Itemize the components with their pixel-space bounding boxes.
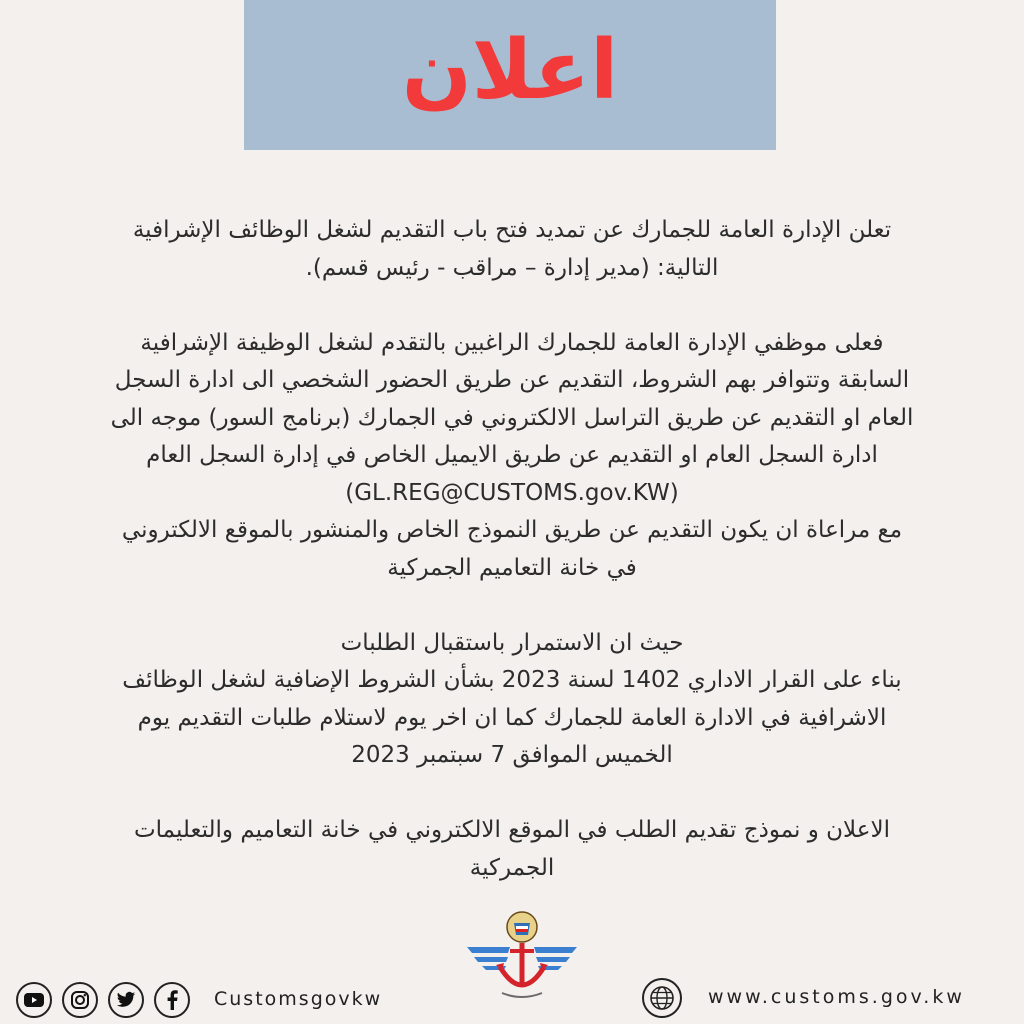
email-address[interactable]: (GL.REG@CUSTOMS.gov.KW) [345,479,679,506]
text-line: ادارة السجل العام او التقديم عن طريق الايميل الخاص في إدارة السجل العام [146,442,878,468]
text-line: الخميس الموافق 7 سبتمبر 2023 [351,742,673,768]
text-line: فعلى موظفي الإدارة العامة للجمارك الراغبين بالتقدم لشغل الوظيفة الإشرافية [140,329,884,356]
text-line: السابقة وتتوافر بهم الشروط، التقديم عن طريق الحضور الشخصي الى ادارة السجل [114,367,910,393]
social-links [16,980,190,1020]
announcement-banner [244,0,776,150]
text-line: مع مراعاة ان يكون التقديم عن طريق النموذج الخاص والمنشور بالموقع الالكتروني [121,517,903,543]
text-line: تعلن الإدارة العامة للجمارك عن تمديد فتح باب التقديم لشغل الوظائف الإشرافية [132,217,892,243]
text-line: بناء على القرار الاداري 1402 لسنة 2023 بشأن الشروط الإضافية لشغل الوظائف [122,667,902,693]
text-line: في خانة التعاميم الجمركية [387,554,637,581]
paragraph-2 [20,325,1004,588]
banner-title: اعلان [401,23,619,118]
text-line: الاعلان و نموذج تقديم الطلب في الموقع الالكتروني في خانة التعاميم والتعليمات [133,817,890,843]
paragraph-1 [20,212,1004,287]
paragraph-4 [20,812,1004,887]
text-line: الجمركية [469,854,555,881]
facebook-icon[interactable] [154,982,190,1018]
website-link[interactable]: www.customs.gov.kw [708,986,965,1008]
youtube-icon[interactable] [16,982,52,1018]
text-line: العام او التقديم عن طريق التراسل الالكتروني في الجمارك (برنامج السور) موجه الى [110,404,914,431]
instagram-icon[interactable] [62,982,98,1018]
announcement-body [20,212,1004,887]
globe-icon[interactable] [641,977,683,1019]
text-line: التالية: (مدير إدارة – مراقب - رئيس قسم). [305,254,719,281]
social-handle[interactable]: Customsgovkw [214,988,383,1010]
text-line: الاشرافية في الادارة العامة للجمارك كما ان اخر يوم لاستلام طلبات التقديم يوم [137,704,887,731]
twitter-icon[interactable] [108,982,144,1018]
text-line: حيث ان الاستمرار باستقبال الطلبات [340,629,684,656]
customs-logo [462,905,582,1005]
paragraph-3 [20,625,1004,775]
